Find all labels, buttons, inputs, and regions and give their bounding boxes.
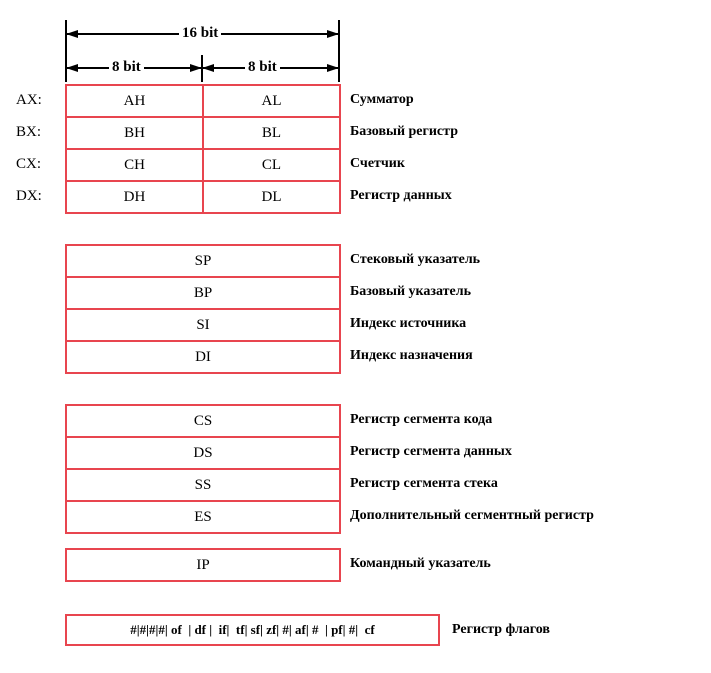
register-desc-si: Индекс источника: [350, 316, 467, 331]
register-cell-dh: DH: [65, 180, 204, 214]
register-cell-si: SI: [65, 308, 341, 342]
register-cell-ds: DS: [65, 436, 341, 470]
register-desc-ds: Регистр сегмента данных: [350, 444, 512, 459]
register-cell-es: ES: [65, 500, 341, 534]
register-cell-bp: BP: [65, 276, 341, 310]
register-desc-ss: Регистр сегмента стека: [350, 476, 498, 491]
register-desc-bp: Базовый указатель: [350, 284, 471, 299]
register-cell-di: DI: [65, 340, 341, 374]
register-desc-es: Дополнительный сегментный регистр: [350, 508, 594, 523]
register-desc-ip: Командный указатель: [350, 556, 491, 571]
register-cell-sp: SP: [65, 244, 341, 278]
register-desc-dx: Регистр данных: [350, 188, 452, 203]
register-cell-cl: CL: [202, 148, 341, 182]
register-desc-ax: Сумматор: [350, 92, 414, 107]
width-8bit-right-label: 8 bit: [245, 59, 280, 75]
register-cell-ip: IP: [65, 548, 341, 582]
register-cell-dl: DL: [202, 180, 341, 214]
register-cell-bl: BL: [202, 116, 341, 150]
register-label-dx: DX:: [16, 188, 42, 204]
register-desc-cx: Счетчик: [350, 156, 405, 171]
register-cell-ss: SS: [65, 468, 341, 502]
width-dimension-lines: [0, 0, 711, 90]
register-desc-sp: Стековый указатель: [350, 252, 481, 267]
register-cell-ch: CH: [65, 148, 204, 182]
register-label-bx: BX:: [16, 124, 42, 140]
register-cell-ah: AH: [65, 84, 204, 118]
register-label-cx: CX:: [16, 156, 42, 172]
width-16bit-label: 16 bit: [179, 25, 221, 41]
register-desc-cs: Регистр сегмента кода: [350, 412, 493, 427]
register-label-ax: AX:: [16, 92, 42, 108]
register-desc-di: Индекс назначения: [350, 348, 473, 363]
register-desc-bx: Базовый регистр: [350, 124, 458, 139]
width-8bit-left-label: 8 bit: [109, 59, 144, 75]
flags-register-desc: Регистр флагов: [452, 622, 550, 637]
register-cell-bh: BH: [65, 116, 204, 150]
flags-register-cell: #|#|#|#| of | df | if| tf| sf| zf| #| af| # | pf| #| cf: [65, 614, 440, 646]
register-cell-al: AL: [202, 84, 341, 118]
register-cell-cs: CS: [65, 404, 341, 438]
